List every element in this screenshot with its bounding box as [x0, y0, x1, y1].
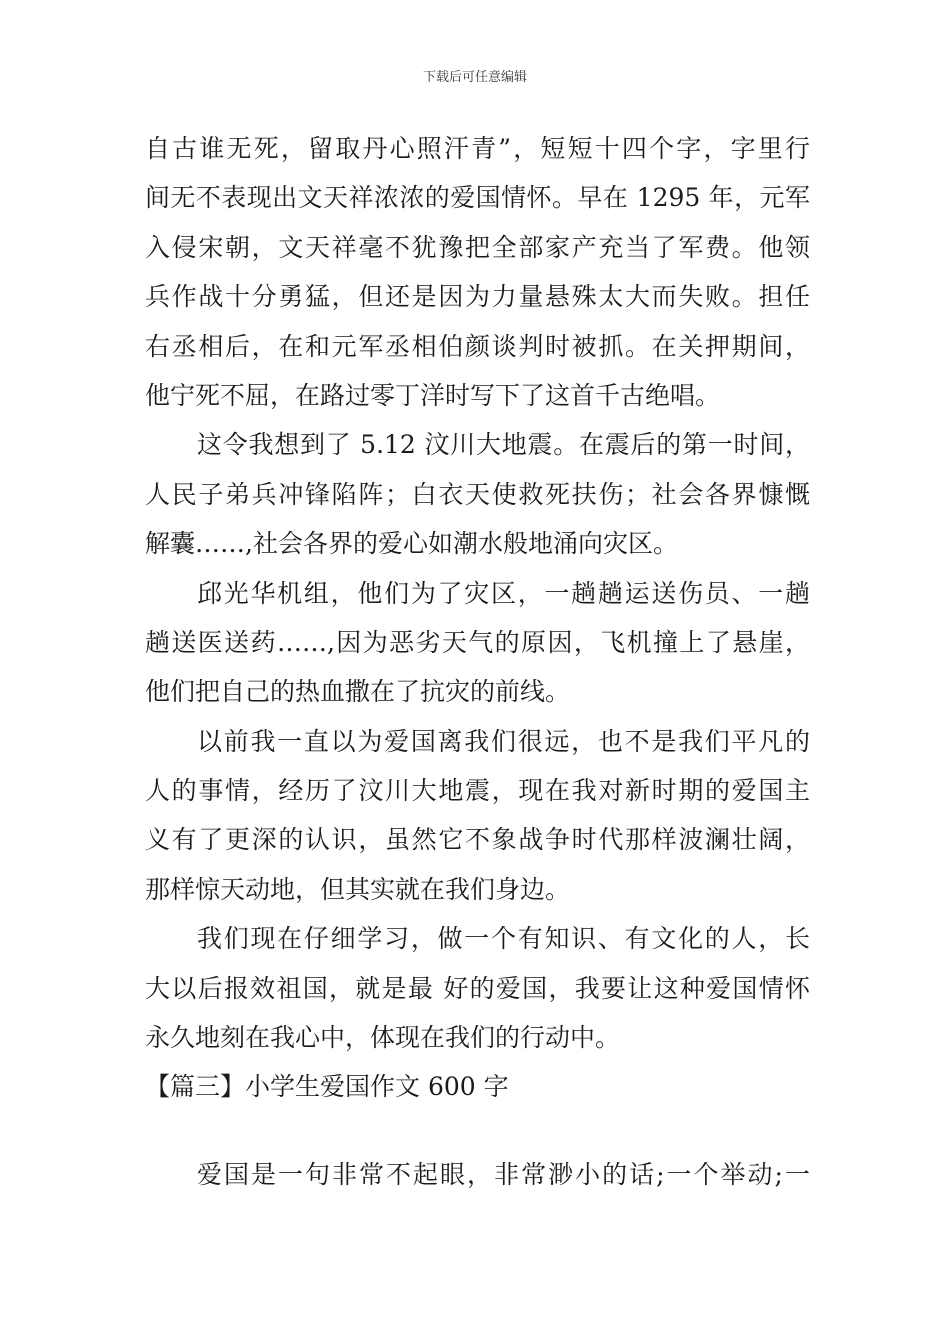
- document-body: [145, 124, 810, 1112]
- text-line: 永久地刻在我心中，体现在我们的行动中。: [145, 1023, 621, 1053]
- text-line: 义有了更深的认识，虽然它不象战争时代那样波澜壮阔，: [145, 825, 810, 855]
- text-line: 右丞相后，在和元军丞相伯颜谈判时被抓。在关押期间，: [145, 331, 810, 361]
- text-line: 兵作战十分勇猛，但还是因为力量悬殊太大而失败。担任: [145, 282, 810, 312]
- text-line: 人民子弟兵冲锋陷阵；白衣天使救死扶伤；社会各界慷慨: [145, 479, 810, 509]
- text-line: 入侵宋朝，文天祥毫不犹豫把全部家产充当了军费。他领: [145, 232, 810, 262]
- next-section-body: [145, 1150, 810, 1199]
- text-line: 人的事情，经历了汶川大地震，现在我对新时期的爱国主: [145, 776, 810, 806]
- text-line: 我们现在仔细学习，做一个有知识、有文化的人，长: [197, 924, 810, 954]
- text-line: 自古谁无死，留取丹心照汗青”，短短十四个字，字里行: [145, 134, 810, 163]
- text-line: 那样惊天动地，但其实就在我们身边。: [145, 874, 571, 904]
- text-line: 解囊……,社会各界的爱心如潮水般地涌向灾区。: [145, 529, 678, 559]
- text-line: 间无不表现出文天祥浓浓的爱国情怀。早在 1295 年，元军: [145, 183, 810, 213]
- text-line: 他宁死不屈，在路过零丁洋时写下了这首千古绝唱。: [145, 380, 721, 410]
- text-line: 以前我一直以为爱国离我们很远，也不是我们平凡的: [197, 726, 810, 756]
- text-line: 趟送医送药……,因为恶劣天气的原因，飞机撞上了悬崖，: [145, 627, 810, 657]
- text-line: 邱光华机组，他们为了灾区，一趟趟运送伤员、一趟: [197, 578, 810, 608]
- text-line: 爱国是一句非常不起眼，非常渺小的话;一个举动;一: [197, 1160, 810, 1189]
- section-title: 【篇三】小学生爱国作文 600 字: [145, 1072, 509, 1102]
- text-line: 这令我想到了 5.12 汶川大地震。在震后的第一时间，: [197, 430, 810, 460]
- text-line: 大以后报效祖国，就是最 好的爱国，我要让这种爱国情怀: [145, 973, 810, 1003]
- text-line: 他们把自己的热血撒在了抗灾的前线。: [145, 677, 571, 707]
- page-header: 下载后可任意编辑: [422, 70, 527, 85]
